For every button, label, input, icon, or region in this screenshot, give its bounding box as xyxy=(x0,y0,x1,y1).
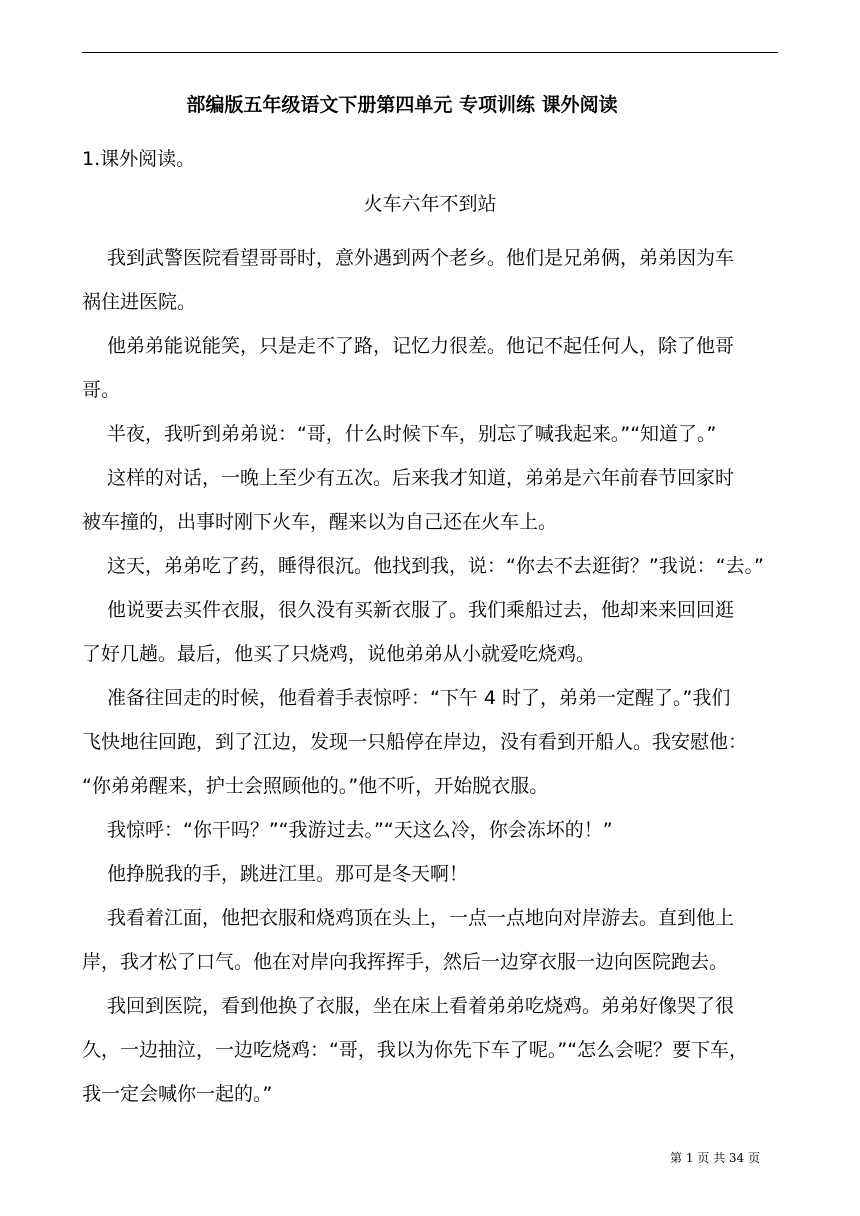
text-line: 准备往回走的时候，他看着手表惊呼：“下午 4 时了，弟弟一定醒了。”我们 xyxy=(107,687,731,709)
text-line: 他说要去买件衣服，很久没有买新衣服了。我们乘船过去，他却来来回回逛 xyxy=(107,599,735,621)
text-line: 我一定会喊你一起的。” xyxy=(82,1083,273,1105)
text-line: 半夜，我听到弟弟说：“哥，什么时候下车，别忘了喊我起来。”“知道了。” xyxy=(107,423,717,445)
document-title: 部编版五年级语文下册第四单元 专项训练 课外阅读 xyxy=(186,94,618,116)
text-line: 哥。 xyxy=(82,379,121,401)
text-line: 飞快地往回跑，到了江边，发现一只船停在岸边，没有看到开船人。我安慰他： xyxy=(82,731,748,753)
text-line: 他挣脱我的手，跳进江里。那可是冬天啊！ xyxy=(107,863,469,885)
text-line: 这天，弟弟吃了药，睡得很沉。他找到我，说：“你去不去逛街？”我说：“去。” xyxy=(107,555,764,577)
text-line: 了好几趟。最后，他买了只烧鸡，说他弟弟从小就爱吃烧鸡。 xyxy=(82,643,596,665)
text-line: 他弟弟能说能笑，只是走不了路，记忆力很差。他记不起任何人，除了他哥 xyxy=(107,335,735,357)
header-rule xyxy=(82,52,778,53)
page-footer: 第 1 页 共 34 页 xyxy=(670,1151,760,1165)
text-line: 我看着江面，他把衣服和烧鸡顶在头上，一点一点地向对岸游去。直到他上 xyxy=(107,907,735,929)
text-line: 祸住进医院。 xyxy=(82,291,197,313)
text-line: 我惊呼：“你干吗？”“我游过去。”“天这么冷，你会冻坏的！” xyxy=(107,819,613,841)
text-line: 被车撞的，出事时刚下火车，醒来以为自己还在火车上。 xyxy=(82,511,558,533)
story-body xyxy=(82,236,778,1116)
text-line: 这样的对话，一晚上至少有五次。后来我才知道，弟弟是六年前春节回家时 xyxy=(107,467,735,489)
text-line: 久，一边抽泣，一边吃烧鸡：“哥，我以为你先下车了呢。”“怎么会呢？要下车， xyxy=(82,1039,749,1061)
text-line: 岸，我才松了口气。他在对岸向我挥挥手，然后一边穿衣服一边向医院跑去。 xyxy=(82,951,729,973)
text-line: 我回到医院，看到他换了衣服，坐在床上看着弟弟吃烧鸡。弟弟好像哭了很 xyxy=(107,995,735,1017)
text-line: “你弟弟醒来，护士会照顾他的。”他不听，开始脱衣服。 xyxy=(82,775,549,797)
question-label: 1.课外阅读。 xyxy=(82,148,196,170)
text-line: 我到武警医院看望哥哥时，意外遇到两个老乡。他们是兄弟俩，弟弟因为车 xyxy=(107,247,735,269)
story-title: 火车六年不到站 xyxy=(363,193,497,215)
